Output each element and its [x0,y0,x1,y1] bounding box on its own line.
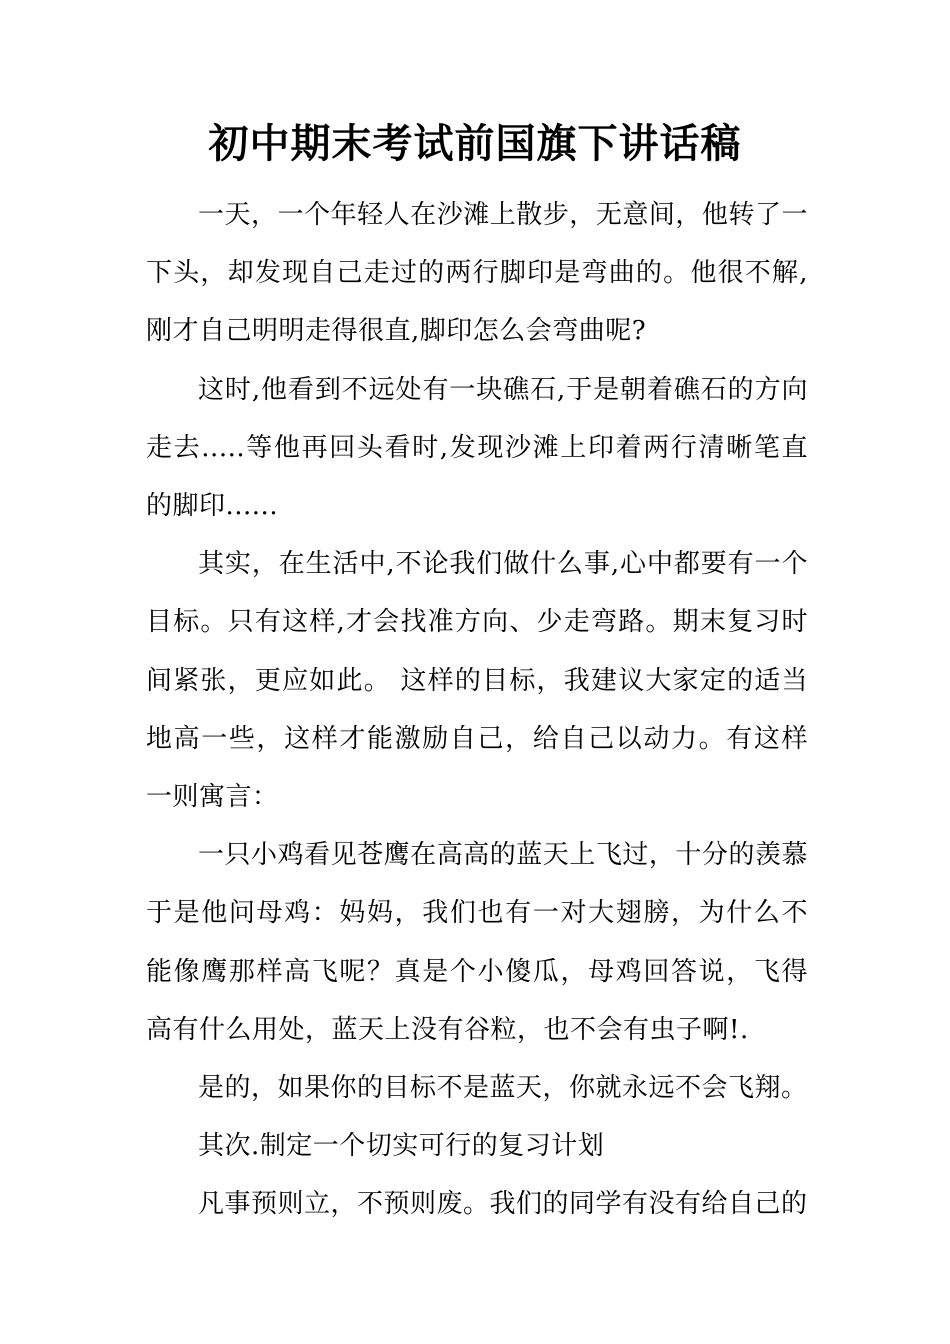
paragraph-6: 其次.制定一个切实可行的复习计划 [198,1131,605,1162]
document-title: 初中期末考试前国旗下讲话稿 [208,120,742,167]
paragraph-3: 其实，在生活中,不论我们做什么事,心中都要有一个目标。只有这样,才会找准方向、少走弯路。期末复习时间紧张，更应如此。 这样的目标，我建议大家定的适当地高一些，这样才能激励自己，给自己以动力。有这样一则寓言： [146,549,808,813]
document-body [146,186,808,1234]
paragraph-1: 一天，一个年轻人在沙滩上散步，无意间，他转了一下头，却发现自己走过的两行脚印是弯曲的。他很不解,刚才自己明明走得很直,脚印怎么会弯曲呢? [146,200,808,347]
paragraph-5: 是的，如果你的目标不是蓝天，你就永远不会飞翔。 [198,1073,808,1104]
paragraph-7: 凡事预则立，不预则废。我们的同学有没有给自己的 [198,1189,808,1220]
paragraph-2: 这时,他看到不远处有一块礁石,于是朝着礁石的方向走去.....等他再回头看时,发现沙滩上印着两行清晰笔直的脚印...... [146,374,808,522]
paragraph-4: 一只小鸡看见苍鹰在高高的蓝天上飞过，十分的羡慕于是他问母鸡：妈妈，我们也有一对大翅膀，为什么不能像鹰那样高飞呢？真是个小傻瓜，母鸡回答说，飞得高有什么用处，蓝天上没有谷粒，也不会有虫子啊!. [146,840,808,1045]
